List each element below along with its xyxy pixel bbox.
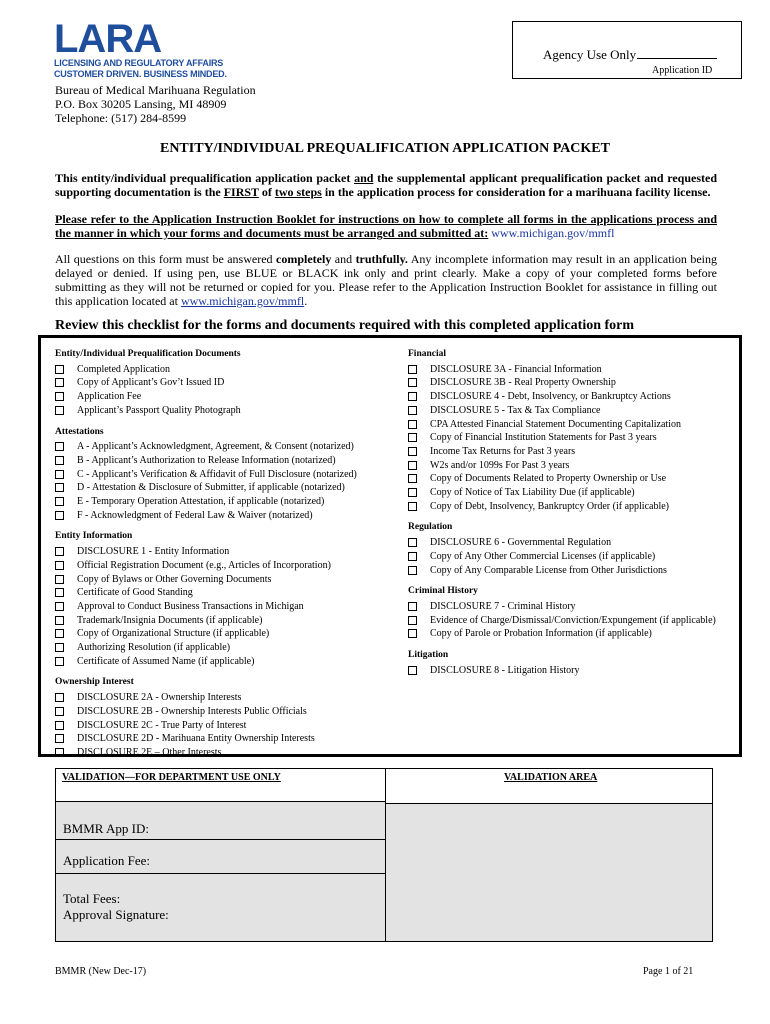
bureau-name: Bureau of Medical Marihuana Regulation [55,83,256,97]
checklist-item [408,472,730,486]
validation-left-header [55,768,385,802]
bureau-address [55,83,256,125]
approval-signature-label: Approval Signature: [63,907,169,922]
checklist-item-label: Copy of Bylaws or Other Governing Documents [77,573,272,585]
checkbox[interactable] [408,392,417,401]
checklist-item [55,495,400,509]
checkbox[interactable] [408,629,417,638]
checklist-item [55,509,400,523]
checklist-item [55,732,400,746]
checklist-item-label: DISCLOSURE 6 - Governmental Regulation [430,537,612,549]
checklist-item [55,468,400,482]
checkbox[interactable] [408,447,417,456]
checklist-item-label: Trademark/Insignia Documents (if applicable) [77,614,263,626]
checkbox[interactable] [408,616,417,625]
checklist-item-label: A - Applicant’s Acknowledgment, Agreement, & Consent (notarized) [77,441,354,453]
checklist-item [408,404,730,418]
checkbox[interactable] [55,602,64,611]
checkbox[interactable] [55,470,64,479]
checkbox[interactable] [55,616,64,625]
checkbox[interactable] [408,461,417,470]
checklist-item [55,719,400,733]
checklist-item [408,536,730,550]
checkbox[interactable] [55,643,64,652]
checklist-item-label: E - Temporary Operation Attestation, if applicable (notarized) [77,496,325,508]
checklist-item [55,691,400,705]
checklist-item-label: Copy of Notice of Tax Liability Due (if applicable) [430,487,635,499]
checkbox[interactable] [408,602,417,611]
mmfl-link[interactable]: www.michigan.gov/mmfl [491,226,615,240]
checkbox[interactable] [55,575,64,584]
checkbox[interactable] [408,552,417,561]
checklist-section [408,585,730,641]
document-checklist [38,335,742,757]
checklist-item [408,550,730,564]
checklist-item-label: Copy of Parole or Probation Information (if applicable) [430,628,652,640]
checklist-item [55,586,400,600]
checkbox[interactable] [55,497,64,506]
checklist-item [408,664,730,678]
checklist-right-column [408,348,730,685]
checklist-section-title: Criminal History [408,586,478,597]
checklist-item-label: Evidence of Charge/Dismissal/Conviction/Expungement (if applicable) [430,614,716,626]
agency-use-only-label: Agency Use Only [543,47,637,62]
logo-agency-name: LICENSING AND REGULATORY AFFAIRS [54,58,224,68]
checklist-item [408,390,730,404]
checklist-item-label: DISCLOSURE 3B - Real Property Ownership [430,377,616,389]
checkbox[interactable] [55,561,64,570]
checklist-item-label: Certificate of Assumed Name (if applicable) [77,655,255,667]
checklist-item [408,564,730,578]
checklist-item-label: Copy of Debt, Insolvency, Bankruptcy Order (if applicable) [430,500,669,512]
telephone: Telephone: (517) 284-8599 [55,111,187,125]
mmfl-link-2[interactable]: www.michigan.gov/mmfl [180,294,305,308]
checkbox[interactable] [408,420,417,429]
checklist-item [408,445,730,459]
checklist-item [55,627,400,641]
checklist-section-title: Ownership Interest [55,677,134,688]
checkbox[interactable] [55,734,64,743]
checklist-item-label: DISCLOSURE 3A - Financial Information [430,363,602,375]
bmmr-app-id-label: BMMR App ID: [63,821,149,836]
checkbox[interactable] [55,547,64,556]
validation-table [55,768,713,942]
intro-paragraph-2: Please refer to the Application Instruction Booklet for instructions on how to complete all forms in the applications process and the manner in which your forms and documents must be arranged and submitted at: www.michigan.gov/mmfl [55,212,717,240]
validation-left [55,768,385,942]
checklist-item-label: Authorizing Resolution (if applicable) [77,642,231,654]
checklist-item-label: B - Applicant’s Authorization to Release Information (notarized) [77,454,336,466]
checkbox[interactable] [408,488,417,497]
checkbox[interactable] [55,657,64,666]
checkbox[interactable] [55,707,64,716]
page-number: Page 1 of 21 [643,966,694,977]
checkbox[interactable] [55,748,64,757]
checklist-item-label: Applicant’s Passport Quality Photograph [77,404,241,416]
checkbox[interactable] [55,392,64,401]
checklist-item [408,614,730,628]
checklist-item-label: Income Tax Returns for Past 3 years [430,445,576,457]
bmmr-app-id-field[interactable] [55,802,385,840]
checklist-item [55,481,400,495]
checklist-section [408,348,730,513]
checkbox[interactable] [408,538,417,547]
checklist-item-label: DISCLOSURE 2E – Other Interests [77,746,222,758]
checklist-section [55,676,400,759]
checklist-item [55,376,400,390]
total-fees-label: Total Fees: [63,891,121,906]
checkbox[interactable] [408,474,417,483]
page-title: ENTITY/INDIVIDUAL PREQUALIFICATION APPLICATION PACKET [159,141,610,156]
po-box: P.O. Box 30205 Lansing, MI 48909 [55,97,227,111]
application-fee-label: Application Fee: [63,853,151,868]
checklist-item-label: Application Fee [77,391,142,403]
checkbox[interactable] [55,721,64,730]
checklist-item-label: W2s and/or 1099s For Past 3 years [430,459,570,471]
checklist-item-label: DISCLOSURE 1 - Entity Information [77,546,230,558]
checklist-section-title: Attestations [55,426,104,437]
checklist-section [408,521,730,577]
checklist-item [408,500,730,514]
checklist-item [408,418,730,432]
checklist-item-label: DISCLOSURE 5 - Tax & Tax Compliance [430,404,601,416]
application-fee-field[interactable] [55,840,385,874]
checklist-item [408,600,730,614]
checklist-item [55,746,400,760]
validation-left-header-label: VALIDATION—FOR DEPARTMENT USE ONLY [62,772,281,783]
checkbox[interactable] [408,406,417,415]
checklist-item-label: Copy of Any Other Commercial Licenses (if applicable) [430,550,656,562]
checklist-item [408,376,730,390]
checkbox[interactable] [55,378,64,387]
application-id-line[interactable] [637,47,717,59]
checklist-section [55,348,400,418]
checklist-left-column [55,348,400,768]
checkbox[interactable] [55,406,64,415]
checkbox[interactable] [55,365,64,374]
checklist-item [408,486,730,500]
checklist-item-label: Completed Application [77,363,171,375]
checklist-section [408,649,730,677]
checklist-item-label: CPA Attested Financial Statement Documenting Capitalization [430,418,681,430]
checkbox[interactable] [408,566,417,575]
checkbox[interactable] [55,442,64,451]
checklist-item [55,573,400,587]
application-id-label: Application ID [652,65,713,76]
checklist-item [408,363,730,377]
checklist-item [55,454,400,468]
checkbox[interactable] [55,456,64,465]
checklist-item-label: Certificate of Good Standing [77,587,193,599]
checklist-item-label: C - Applicant’s Verification & Affidavit of Full Disclosure (notarized) [77,468,357,480]
checkbox[interactable] [408,433,417,442]
checklist-section-title: Regulation [408,522,453,533]
checklist-item [55,440,400,454]
checklist-item [55,655,400,669]
checkbox[interactable] [55,483,64,492]
checklist-item-label: Official Registration Document (e.g., Articles of Incorporation) [77,559,331,571]
checklist-item [408,627,730,641]
checkbox[interactable] [408,502,417,511]
checklist-item [408,431,730,445]
validation-right-header-label: VALIDATION AREA [504,772,598,783]
checklist-item-label: DISCLOSURE 2D - Marihuana Entity Ownership Interests [77,733,315,745]
checklist-item-label: Copy of Documents Related to Property Ownership or Use [430,473,667,485]
form-code: BMMR (New Dec-17) [55,966,147,977]
checklist-item-label: DISCLOSURE 2A - Ownership Interests [77,692,242,704]
checklist-item-label: DISCLOSURE 8 - Litigation History [430,664,580,676]
checklist-item [408,459,730,473]
agency-use-only-field[interactable] [543,47,717,63]
checklist-section-title: Financial [408,349,447,359]
checklist-section-title: Entity/Individual Prequalification Documents [55,349,241,359]
checkbox[interactable] [55,629,64,638]
checklist-item-label: D - Attestation & Disclosure of Submitter, if applicable (notarized) [77,482,345,494]
checklist-section-title: Entity Information [55,531,133,542]
checkbox[interactable] [408,666,417,675]
checkbox[interactable] [408,365,417,374]
checklist-item-label: Copy of Any Comparable License from Other Jurisdictions [430,564,667,576]
lara-logo [54,17,227,80]
checklist-heading: Review this checklist for the forms and documents required with this completed application form [55,318,635,333]
validation-area[interactable] [385,768,713,942]
checklist-item [55,404,400,418]
intro-paragraph-1: This entity/individual prequalification application packet and the supplemental applicant prequalification packet and requested supporting documentation is the FIRST of two steps in the application process for consideration for a marihuana facility license. [55,171,717,199]
checklist-section [55,426,400,523]
checklist-item-label: Copy of Applicant’s Gov’t Issued ID [77,377,225,389]
checklist-item [55,559,400,573]
checkbox[interactable] [55,511,64,520]
logo-wordmark: LARA [54,17,162,61]
validation-right-header [386,769,712,804]
checklist-section [55,530,400,668]
checklist-item-label: Approval to Conduct Business Transactions in Michigan [77,600,304,612]
checklist-item-label: DISCLOSURE 4 - Debt, Insolvency, or Bankruptcy Actions [430,391,671,403]
checklist-item [55,705,400,719]
agency-use-only-box [512,21,742,79]
intro-paragraph-3: All questions on this form must be answered completely and truthfully. Any incomplete information may result in an application being delayed or denied. If using pen, use BLUE or BLACK ink only and print clearly. Make a copy of your completed forms before submitting as they will not be returned or copied for you. Please refer to the Application Instruction Booklet for assistance in filling out this application located at www.michigan.gov/mmfl. [55,252,717,308]
checklist-item-label: Copy of Organizational Structure (if applicable) [77,628,270,640]
checklist-item [55,600,400,614]
logo-tagline: CUSTOMER DRIVEN. BUSINESS MINDED. [54,69,227,79]
total-fees-signature-field[interactable] [55,874,385,942]
checklist-item [55,641,400,655]
checklist-item-label: DISCLOSURE 7 - Criminal History [430,600,576,612]
checkbox[interactable] [55,693,64,702]
checklist-item [55,614,400,628]
checkbox[interactable] [408,378,417,387]
checklist-item-label: DISCLOSURE 2B - Ownership Interests Public Officials [77,705,307,717]
checklist-item [55,390,400,404]
checklist-item-label: DISCLOSURE 2C - True Party of Interest [77,719,247,731]
checklist-section-title: Litigation [408,650,449,661]
checkbox[interactable] [55,588,64,597]
checklist-item-label: Copy of Financial Institution Statements for Past 3 years [430,432,657,444]
checklist-item-label: F - Acknowledgment of Federal Law & Waiver (notarized) [77,509,313,521]
checklist-item [55,545,400,559]
checklist-item [55,363,400,377]
